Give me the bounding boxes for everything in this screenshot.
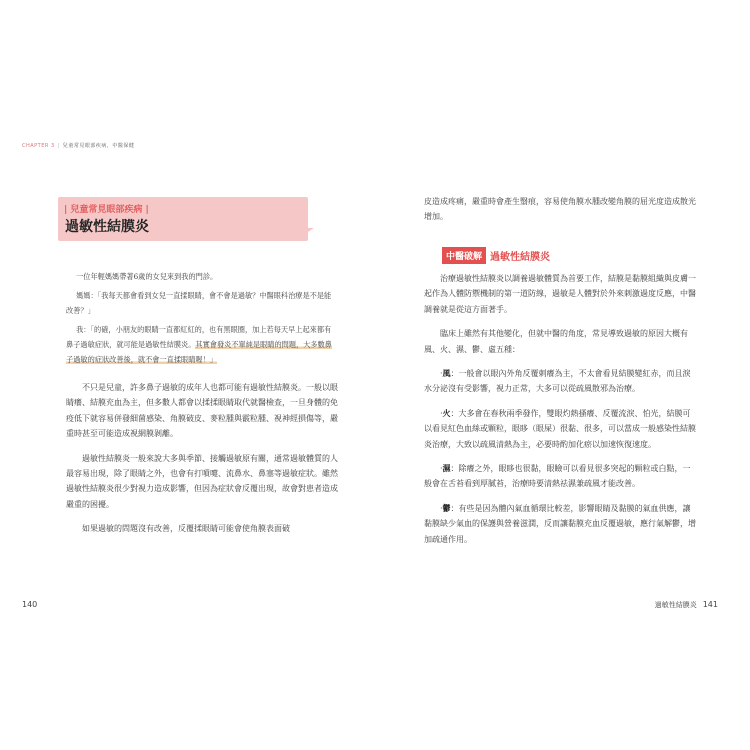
page-number-right: 141 (702, 600, 718, 609)
body-paragraph: 不只是兒童，許多鼻子過敏的成年人也都可能有過敏性結膜炎。一般以眼睛癢、結膜充血為主，但多數人都會以揉揉眼睛取代就醫檢查，一旦身體的免疫低下就容易併發細菌感染、角膜破皮、麥粒腫與霰粒腫、視神經損傷等，嚴重時甚至可能造成視網膜剝離。 (66, 383, 338, 439)
dialog-paragraph-2: 媽媽：「我每天都會看到女兒一直揉眼睛，會不會是過敏？中醫眼科治療是不是能改善？」 (66, 291, 332, 315)
right-body-text (424, 271, 698, 556)
dialog-paragraph-3 (66, 322, 338, 367)
list-item: ·火：大多會在春秋兩季發作，雙眼灼熱搔癢、反覆流淚、怕光，結膜可以看見紅色血絲或顆粒，眼眵（眼屎）很黏、很多，可以當成一般感染性結膜炎治療，大致以疏風清熱為主，必要時酌加化瘀以加速恢復速度。 (424, 408, 696, 449)
dialog-excerpt (66, 269, 338, 371)
item-term: 風 (442, 369, 451, 379)
left-page (22, 0, 340, 750)
left-body-text (66, 380, 338, 546)
chapter-title-box (58, 197, 308, 241)
footer-chapter-name: 過敏性結膜炎 (654, 601, 697, 609)
list-item: ·濕：除癢之外，眼眵也很黏，眼瞼可以看見很多突起的顆粒或白點，一般會在舌苔看到厚膩苔，治療時要清熱祛濕兼疏風才能改善。 (424, 464, 691, 489)
body-paragraph: 治療過敏性結膜炎以調養過敏體質為首要工作，結膜是黏膜組織與皮膚一起作為人體防禦機制的第一道防線，過敏是人體對於外來刺激過度反應，中醫調養就是從這方面著手。 (424, 274, 696, 314)
item-text: ：除癢之外，眼眵也很黏，眼瞼可以看見很多突起的顆粒或白點，一般會在舌苔看到厚膩苔，治療時要清熱祛濕兼疏風才能改善。 (424, 464, 691, 489)
section-badge: 中醫破解 (442, 247, 486, 264)
dialog-paragraph-1: 一位年輕媽媽帶著6歲的女兒來到我的門診。 (76, 272, 218, 281)
right-continuation (424, 194, 698, 234)
item-text: ：一般會以眼內外角反覆刺癢為主，不太會看見結膜變紅赤，而且淚水分泌沒有受影響，視力正常，大多可以從疏風散邪為治療。 (424, 369, 691, 394)
page-title: 過敏性結膜炎 (65, 219, 149, 235)
body-paragraph: 臨床上雖然有其他變化，但就中醫的角度，常見導致過敏的原因大概有風、火、濕、鬱、虛五種： (424, 329, 688, 354)
page-number-left: 140 (22, 600, 38, 609)
running-head-chapter: CHAPTER 3 (22, 143, 55, 149)
running-head-separator: | (57, 143, 60, 149)
running-head-title: 兒童常見眼部疾病，中醫保健 (62, 143, 135, 149)
section-heading (442, 247, 550, 263)
body-paragraph: 過敏性結膜炎一般來說大多與季節、接觸過敏原有關，通常過敏體質的人最容易出現，除了眼睛之外，也會有打噴嚏、流鼻水、鼻塞等過敏症狀。雖然過敏性結膜炎很少對視力造成影響，但因為症狀會反覆出現，故會對患者造成嚴重的困擾。 (66, 453, 338, 509)
running-head (22, 142, 134, 149)
item-term: 鬱 (442, 503, 451, 513)
item-text: ：有些是因為體內氣血循環比較差，影響眼睛及黏膜的氣血供應，讓黏膜缺少氣血的保護與營養滋潤，反而讓黏膜充血反覆過敏，應行氣解鬱，增加疏通作用。 (424, 503, 696, 544)
item-text: ：大多會在春秋兩季發作，雙眼灼熱搔癢、反覆流淚、怕光，結膜可以看見紅色血絲或顆粒，眼眵（眼屎）很黏、很多，可以當成一般感染性結膜炎治療，大致以疏風清熱為主，必要時酌加化瘀以加速恢復速度。 (424, 408, 696, 449)
dialog-text: 我：「的確，小朋友的眼睛一直都紅紅的，也有黑眼圈，加上若每天早上起來都有鼻子過敏症狀，就可能是過敏性結膜炎。 (66, 325, 332, 349)
title-box-tail (296, 228, 314, 240)
list-item: ·風：一般會以眼內外角反覆刺癢為主，不太會看見結膜變紅赤，而且淚水分泌沒有受影響，視力正常，大多可以從疏風散邪為治療。 (424, 369, 691, 394)
item-term: 火 (442, 408, 451, 418)
section-title: 過敏性結膜炎 (490, 251, 551, 263)
continuation-paragraph: 皮造成疼痛，嚴重時會產生翳痕，容易使角膜水腫改變角膜的屈光度造成散光增加。 (424, 197, 696, 222)
dialog-highlight: 其實會發炎不單純是眼睛的問題，大多數鼻子過敏的症狀改善後，就不會一直揉眼睛喔！」 (66, 340, 332, 364)
body-paragraph: 如果過敏的問題沒有改善，反覆揉眼睛可能會使角膜表面破 (82, 524, 290, 534)
item-term: 濕 (442, 464, 451, 474)
title-category: | 兒童常見眼部疾病 | (64, 205, 149, 215)
list-item: ·鬱：有些是因為體內氣血循環比較差，影響眼睛及黏膜的氣血供應，讓黏膜缺少氣血的保護與營養滋潤，反而讓黏膜充血反覆過敏，應行氣解鬱，增加疏通作用。 (424, 503, 696, 544)
right-page (378, 0, 718, 750)
page-number-right-block (655, 600, 718, 610)
